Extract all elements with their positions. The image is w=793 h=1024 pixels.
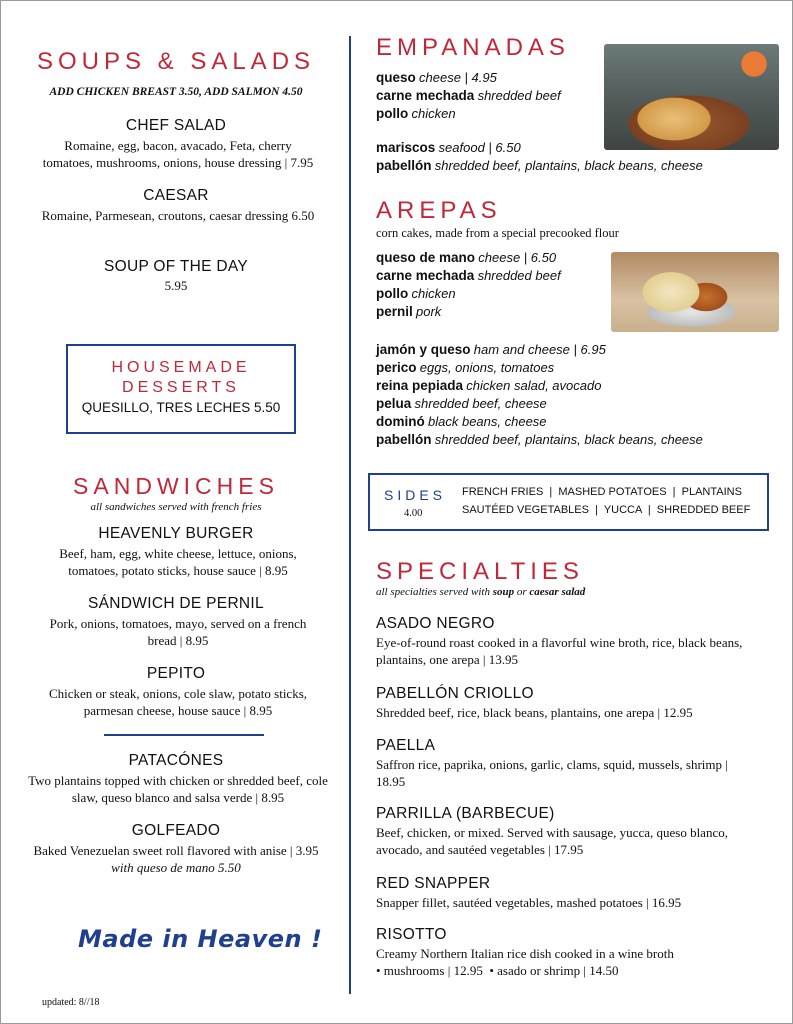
empanada-photo xyxy=(604,44,779,150)
pepito-desc: Chicken or steak, onions, cole slaw, potato sticks, parmesan cheese, house sauce | 8.95 xyxy=(48,686,308,718)
paella-name: PAELLA xyxy=(376,737,436,754)
desserts-box xyxy=(66,344,296,434)
parrilla-desc: Beef, chicken, or mixed. Served with sausage, yucca, queso blanco, avocado, and sautéed vegetables | 17.95 xyxy=(376,825,728,857)
list-item: pollo chicken xyxy=(376,286,456,301)
paella-desc: Saffron rice, paprika, onions, garlic, clams, squid, mussels, shrimp | 18.95 xyxy=(376,757,728,789)
sandwiches-heading: SANDWICHES xyxy=(73,473,279,499)
specialties-note: all specialties served with soup or caesar salad xyxy=(376,586,586,598)
arepa-photo xyxy=(611,252,779,332)
golfeado-desc: Baked Venezuelan sweet roll flavored with anise | 3.95 xyxy=(33,843,319,858)
soup-of-day-name: SOUP OF THE DAY xyxy=(103,258,249,275)
list-item: carne mechada shredded beef xyxy=(376,268,561,283)
updated-date: updated: 8//18 xyxy=(42,997,100,1008)
parrilla-name: PARRILLA (BARBECUE) xyxy=(376,805,555,822)
list-item: pernil pork xyxy=(376,304,442,319)
golfeado-name: GOLFEADO xyxy=(131,822,221,839)
sides-price: 4.00 xyxy=(404,508,423,519)
list-item: pabellón shredded beef, plantains, black beans, cheese xyxy=(376,158,703,173)
sides-title: SIDES xyxy=(384,487,447,503)
sides-row-1: FRENCH FRIES | MASHED POTATOES | PLANTAINS xyxy=(462,486,742,498)
pernil-desc: Pork, onions, tomatoes, mayo, served on a french bread | 8.95 xyxy=(49,616,307,648)
list-item: perico eggs, onions, tomatoes xyxy=(376,360,555,375)
desserts-items: QUESILLO, TRES LECHES 5.50 xyxy=(81,400,281,415)
pabellon-criollo-desc: Shredded beef, rice, black beans, plantains, one arepa | 12.95 xyxy=(376,705,693,720)
list-item: dominó black beans, cheese xyxy=(376,414,547,429)
section-rule xyxy=(104,734,264,736)
asado-negro-name: ASADO NEGRO xyxy=(376,615,495,632)
soups-note: ADD CHICKEN BREAST 3.50, ADD SALMON 4.50 xyxy=(49,86,303,98)
patacones-name: PATACÓNES xyxy=(128,752,224,769)
sandwiches-note: all sandwiches served with french fries xyxy=(90,501,262,513)
chef-salad-name: CHEF SALAD xyxy=(125,117,227,134)
chef-salad-desc: Romaine, egg, bacon, avacado, Feta, cherry tomatoes, mushrooms, onions, house dressing | 7.95 xyxy=(42,138,314,170)
risotto-desc: Creamy Northern Italian rice dish cooked in a wine broth xyxy=(376,946,674,961)
list-item: carne mechada shredded beef xyxy=(376,88,561,103)
tagline: Made in Heaven ! xyxy=(78,925,323,953)
burger-name: HEAVENLY BURGER xyxy=(98,525,254,542)
pepito-name: PEPITO xyxy=(146,665,206,682)
list-item: pabellón shredded beef, plantains, black beans, cheese xyxy=(376,432,703,447)
list-item: pollo chicken xyxy=(376,106,456,121)
red-snapper-desc: Snapper fillet, sautéed vegetables, mashed potatoes | 16.95 xyxy=(376,895,682,910)
asado-negro-desc: Eye-of-round roast cooked in a flavorful wine broth, rice, black beans, plantains, one arepa | 13.95 xyxy=(376,635,743,667)
list-item: queso de mano cheese | 6.50 xyxy=(376,250,557,265)
sides-row-2: SAUTÉED VEGETABLES | YUCCA | SHREDDED BEEF xyxy=(462,504,751,516)
desserts-heading-line1: HOUSEMADE xyxy=(111,359,251,376)
list-item: mariscos seafood | 6.50 xyxy=(376,140,521,155)
arepas-sub: corn cakes, made from a special precooked flour xyxy=(376,226,619,240)
patacones-desc: Two plantains topped with chicken or shredded beef, cole slaw, queso blanco and salsa verde | 8.95 xyxy=(28,773,328,805)
soups-heading: SOUPS & SALADS xyxy=(36,48,316,75)
arepas-heading: AREPAS xyxy=(376,197,502,224)
pernil-name: SÁNDWICH DE PERNIL xyxy=(88,595,264,612)
burger-desc: Beef, ham, egg, white cheese, lettuce, onions, tomatoes, potato sticks, house sauce | 8.95 xyxy=(59,546,297,578)
list-item: pelua shredded beef, cheese xyxy=(376,396,547,411)
column-divider xyxy=(349,36,351,994)
red-snapper-name: RED SNAPPER xyxy=(376,875,491,892)
risotto-name: RISOTTO xyxy=(376,926,447,943)
caesar-name: CAESAR xyxy=(143,187,209,204)
pabellon-criollo-name: PABELLÓN CRIOLLO xyxy=(376,685,534,702)
list-item: jamón y queso ham and cheese | 6.95 xyxy=(376,342,606,357)
sides-box xyxy=(368,473,769,531)
risotto-options: • mushrooms | 12.95 • asado or shrimp | 14.50 xyxy=(376,963,619,978)
specialties-heading: SPECIALTIES xyxy=(376,558,584,585)
soup-of-day-price: 5.95 xyxy=(164,278,188,293)
golfeado-note: with queso de mano 5.50 xyxy=(111,860,241,875)
list-item: reina pepiada chicken salad, avocado xyxy=(376,378,602,393)
list-item: queso cheese | 4.95 xyxy=(376,70,497,85)
desserts-heading-line2: DESSERTS xyxy=(122,379,240,396)
caesar-desc: Romaine, Parmesean, croutons, caesar dressing 6.50 xyxy=(41,208,315,223)
empanadas-heading: EMPANADAS xyxy=(376,34,570,61)
